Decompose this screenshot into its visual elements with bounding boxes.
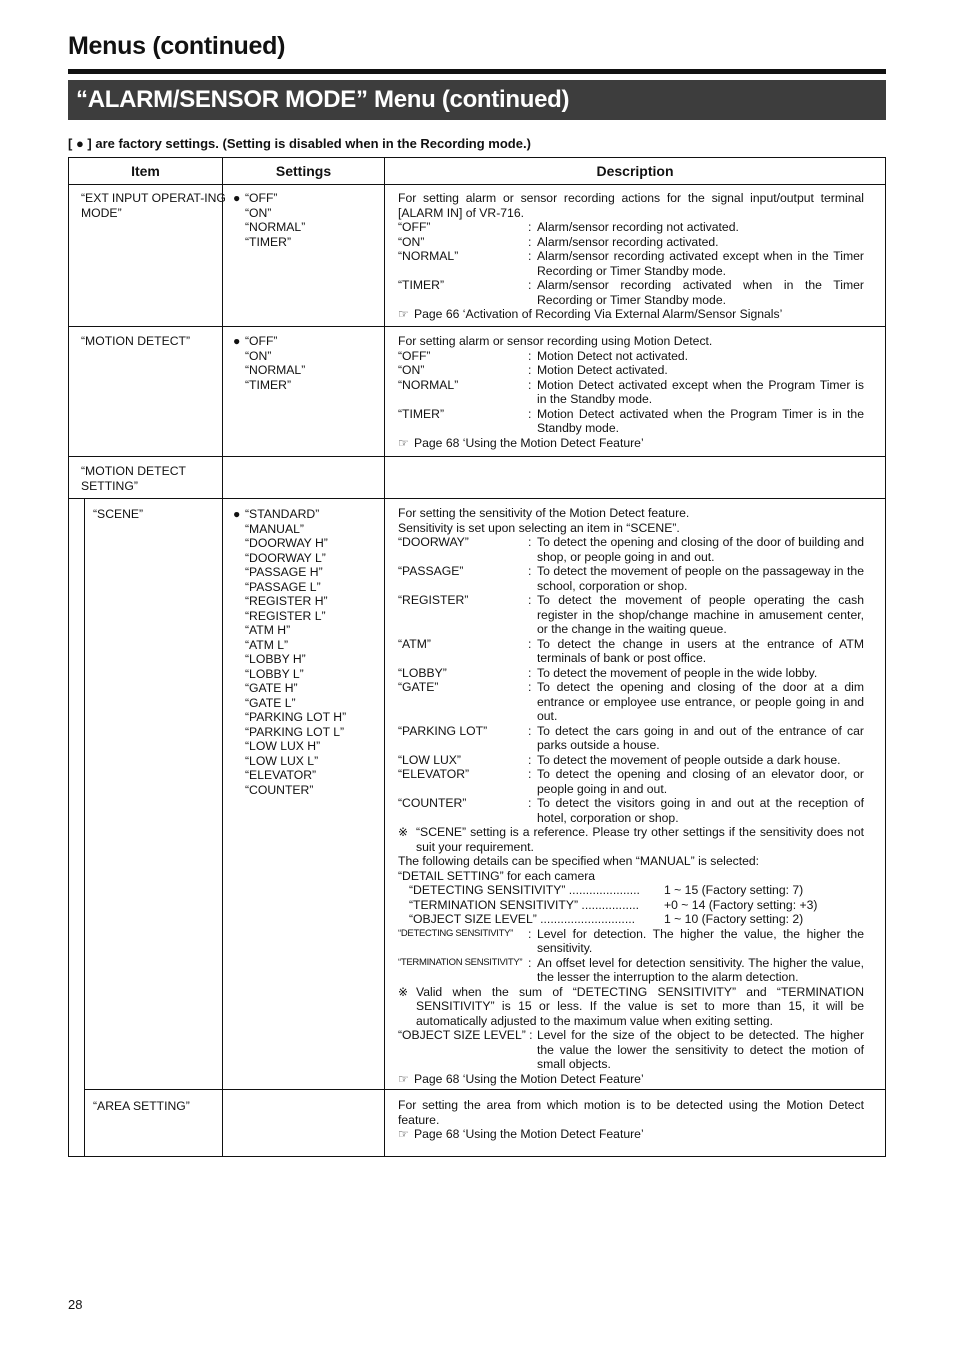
def-termination-sensitivity: [398, 956, 864, 985]
row-scene-description: [398, 506, 864, 1086]
description-intro: For setting the sensitivity of the Motion Detect feature.: [398, 506, 690, 520]
definition-row: [398, 363, 864, 378]
def-text: Motion Detect activated when the Program Timer is in the Standby mode.: [537, 406, 864, 435]
definition-row: [398, 220, 864, 235]
setting-option: “PARKING LOT H”: [245, 710, 347, 724]
def-text: Level for the size of the object to be detected. The higher the value the lower the sensitivity to detect the motion of small objects.: [537, 1028, 864, 1071]
def-term: “GATE”: [398, 680, 439, 694]
page-reference-text: Page 66 ‘Activation of Recording Via External Alarm/Sensor Signals’: [414, 307, 783, 321]
detail-object-size-level: [398, 912, 864, 927]
definition-row: [398, 753, 864, 768]
setting-option: “REGISTER H”: [245, 594, 328, 608]
manual-intro: The following details can be specified when “MANUAL” is selected:: [398, 854, 760, 868]
def-colon: :: [528, 955, 532, 970]
def-colon: :: [528, 680, 532, 694]
page-reference: [398, 1127, 864, 1142]
description-intro: For setting the area from which motion is to be detected using the Motion Detect feature.: [398, 1098, 864, 1127]
section-title: “ALARM/SENSOR MODE” Menu (continued): [76, 86, 570, 113]
def-colon: :: [528, 752, 532, 767]
definition-row: [398, 680, 864, 724]
definition-row: [398, 724, 864, 753]
def-text: To detect the cars going in and out of the entrance of car parks outside a house.: [537, 723, 864, 752]
note-text: “SCENE” setting is a reference. Please try other settings if the sensitivity does not suit your requirement.: [416, 825, 864, 854]
def-term: “OFF”: [398, 220, 431, 234]
definition-row: [398, 767, 864, 796]
page-reference-text: Page 68 ‘Using the Motion Detect Feature’: [414, 1071, 644, 1086]
header-settings: Settings: [275, 163, 332, 179]
page-reference: [398, 307, 864, 322]
page-reference: [398, 436, 864, 451]
row-motion-detect-setting-item: “MOTION DETECT SETTING”: [81, 464, 186, 493]
def-text: Level for detection. The higher the value, the higher the sensitivity.: [537, 926, 864, 955]
setting-option: “ATM H”: [245, 623, 291, 637]
factory-setting-bullet-icon: ●: [233, 334, 241, 348]
description-intro-2: Sensitivity is set upon selecting an item in “SCENE”.: [398, 520, 680, 535]
definition-row: [398, 666, 864, 681]
row-area-setting-description: [398, 1098, 864, 1142]
def-term: “DOORWAY”: [398, 535, 469, 549]
detail-detecting-sensitivity: [398, 883, 864, 898]
def-colon: :: [528, 278, 532, 292]
setting-option: “COUNTER”: [245, 782, 314, 797]
row-scene-settings: [233, 507, 383, 797]
page-number: 28: [68, 1297, 83, 1312]
setting-option: “NORMAL”: [245, 220, 306, 234]
setting-option: ● “STANDARD”: [233, 507, 320, 521]
setting-option: ● “OFF”: [233, 191, 278, 205]
def-colon: :: [528, 249, 532, 263]
def-term: “ON”: [398, 363, 425, 377]
setting-option: “TIMER”: [245, 377, 292, 392]
detail-label: “DETECTING SENSITIVITY” .....................: [409, 883, 640, 897]
note-mark-icon: ※: [398, 825, 409, 839]
def-term: “COUNTER”: [398, 796, 467, 810]
def-text: To detect the opening and closing of the door at a dim entrance or employee use entrance, or people going in and out.: [537, 680, 864, 723]
row-divider-2: [69, 456, 885, 457]
def-text: To detect the opening and closing of the door of building and shop, or people going in and out.: [537, 535, 864, 564]
def-term: “OBJECT SIZE LEVEL” :: [398, 1028, 533, 1042]
definition-list: [398, 220, 864, 307]
row-divider-4: [84, 1089, 885, 1090]
setting-option: “MANUAL”: [245, 521, 304, 536]
col-divider-item: [222, 158, 223, 1157]
settings-table: [68, 157, 886, 1157]
def-text: To detect the opening and closing of an elevator door, or people going in and out.: [537, 767, 864, 796]
detail-label: “TERMINATION SENSITIVITY” .................: [409, 897, 639, 912]
detail-setting-label: “DETAIL SETTING” for each camera: [398, 868, 596, 883]
def-colon: :: [528, 348, 532, 363]
setting-option: “LOW LUX H”: [245, 739, 321, 753]
def-term: “ON”: [398, 234, 425, 249]
setting-option: “ELEVATOR”: [245, 768, 317, 782]
def-text: Motion Detect activated except when the Program Timer is in the Standby mode.: [537, 377, 864, 406]
def-term: “NORMAL”: [398, 377, 459, 392]
definition-row: [398, 535, 864, 564]
detail-label: “OBJECT SIZE LEVEL” ............................: [409, 912, 635, 926]
setting-option: ● “OFF”: [233, 334, 278, 348]
scene-definition-list: [398, 535, 864, 825]
def-term: “TIMER”: [398, 406, 445, 421]
def-term: “PARKING LOT”: [398, 723, 488, 738]
definition-row: [398, 796, 864, 825]
pointing-hand-icon: ☞: [398, 1127, 409, 1141]
def-colon: :: [528, 665, 532, 680]
definition-list: [398, 349, 864, 436]
setting-option: “ON”: [245, 348, 272, 363]
def-text: Alarm/sensor recording not activated.: [537, 220, 739, 234]
setting-option: “GATE H”: [245, 681, 298, 695]
sensitivity-sum-note: [398, 985, 864, 1029]
setting-option: “LOBBY L”: [245, 666, 304, 681]
def-text: Alarm/sensor recording activated when in the Timer Recording or Timer Standby mode.: [537, 278, 864, 307]
definition-row: [398, 349, 864, 364]
description-intro: For setting alarm or sensor recording actions for the signal input/output terminal [ALARM IN] of VR-716.: [398, 191, 864, 220]
def-colon: :: [528, 377, 532, 392]
definition-row: [398, 278, 864, 307]
def-term: “NORMAL”: [398, 249, 459, 263]
pointing-hand-icon: ☞: [398, 1071, 409, 1086]
def-colon: :: [528, 535, 532, 549]
row-scene-item: “SCENE”: [93, 507, 144, 521]
def-colon: :: [528, 406, 532, 421]
definition-row: [398, 378, 864, 407]
factory-settings-note: [ ● ] are factory settings. (Setting is disabled when in the Recording mode.): [68, 136, 531, 151]
def-text: Alarm/sensor recording activated except when in the Timer Recording or Timer Standby mode.: [537, 249, 864, 278]
setting-option: “ATM L”: [245, 637, 289, 652]
def-colon: :: [528, 593, 532, 607]
factory-setting-bullet-icon: ●: [233, 507, 241, 521]
setting-option: “DOORWAY H”: [245, 536, 328, 550]
definition-row: [398, 637, 864, 666]
def-colon: :: [528, 363, 532, 377]
row-divider-3: [69, 498, 885, 499]
def-term: “DETECTING SENSITIVITY”: [398, 927, 514, 939]
detail-range: 1 ~ 10 (Factory setting: 2): [664, 912, 804, 926]
def-term: “LOW LUX”: [398, 752, 461, 767]
factory-setting-bullet-icon: ●: [233, 191, 241, 205]
setting-option: “PARKING LOT L”: [245, 724, 345, 739]
def-text: To detect the movement of people on the passageway in the school, corporation or shop.: [537, 564, 864, 593]
scene-reference-note: [398, 825, 864, 854]
def-colon: :: [528, 767, 532, 781]
title-rule: [68, 69, 886, 74]
row-divider-1: [69, 326, 885, 327]
def-text: To detect the change in users at the entrance of ATM terminals of bank or post office.: [537, 636, 864, 665]
page-reference-text: Page 68 ‘Using the Motion Detect Feature’: [414, 435, 644, 450]
def-detecting-sensitivity: [398, 927, 864, 956]
def-text: To detect the movement of people operating the cash register in the shop/change machine in amusement center, or the change in the waiting queue.: [537, 593, 864, 636]
row-ext-input-settings: [233, 191, 383, 249]
note-text: Valid when the sum of “DETECTING SENSITIVITY” and “TERMINATION SENSITIVITY” is 15 or less. If the value is set to more than 15, it will be automatically adjusted to the maximum value when exiting setting.: [416, 984, 864, 1028]
setting-option: “PASSAGE H”: [245, 565, 323, 579]
def-colon: :: [528, 636, 532, 651]
col-divider-subitem: [84, 498, 85, 1157]
definition-row: [398, 249, 864, 278]
detail-termination-sensitivity: [398, 898, 864, 913]
row-motion-detect-settings: [233, 334, 383, 392]
section-bar: [68, 80, 886, 120]
definition-row: [398, 235, 864, 250]
definition-row: [398, 407, 864, 436]
description-intro: For setting alarm or sensor recording using Motion Detect.: [398, 334, 713, 348]
def-colon: :: [528, 926, 532, 941]
def-colon: :: [528, 564, 532, 578]
pointing-hand-icon: ☞: [398, 307, 409, 321]
def-term: “TIMER”: [398, 278, 445, 292]
page-reference: [398, 1072, 864, 1087]
def-text: To detect the movement of people in the wide lobby.: [537, 665, 818, 680]
def-text: To detect the visitors going in and out at the reception of hotel, corporation or shop.: [537, 796, 864, 825]
setting-option: “GATE L”: [245, 695, 296, 710]
def-object-size-level: [398, 1028, 864, 1072]
col-divider-settings: [384, 158, 385, 1157]
def-colon: :: [528, 220, 532, 234]
def-text: Alarm/sensor recording activated.: [537, 234, 719, 249]
setting-option: “NORMAL”: [245, 363, 306, 377]
header-description: Description: [596, 163, 674, 179]
def-term: “REGISTER”: [398, 593, 469, 607]
detail-range: 1 ~ 15 (Factory setting: 7): [664, 883, 804, 897]
row-motion-detect-item: “MOTION DETECT”: [81, 334, 190, 348]
setting-option: “DOORWAY L”: [245, 550, 326, 565]
page-reference-text: Page 68 ‘Using the Motion Detect Feature’: [414, 1127, 644, 1141]
def-term: “TERMINATION SENSITIVITY”: [398, 956, 523, 968]
def-term: “PASSAGE”: [398, 564, 464, 578]
row-ext-input-description: [398, 191, 864, 322]
def-text: Motion Detect activated.: [537, 363, 668, 377]
header-divider: [69, 184, 885, 185]
def-text: Motion Detect not activated.: [537, 348, 689, 363]
def-text: An offset level for detection sensitivity. The higher the value, the lesser the interruption to the alarm detection.: [537, 955, 864, 984]
row-area-setting-item: “AREA SETTING”: [93, 1099, 190, 1113]
setting-option: “REGISTER L”: [245, 608, 326, 623]
setting-option: “LOW LUX L”: [245, 753, 319, 768]
def-term: “ATM”: [398, 636, 431, 651]
def-term: “LOBBY”: [398, 665, 447, 680]
page-title: Menus (continued): [68, 32, 286, 60]
setting-option: “ON”: [245, 205, 272, 220]
setting-option: “LOBBY H”: [245, 652, 306, 666]
header-item: Item: [131, 163, 160, 179]
def-colon: :: [528, 796, 532, 810]
def-text: To detect the movement of people outside a dark house.: [537, 752, 841, 767]
def-colon: :: [528, 234, 532, 249]
setting-option: “PASSAGE L”: [245, 579, 321, 594]
note-mark-icon: ※: [398, 984, 409, 999]
setting-option: “TIMER”: [245, 234, 292, 249]
row-ext-input-item: “EXT INPUT OPERAT-ING MODE”: [81, 191, 226, 220]
row-motion-detect-description: [398, 334, 864, 450]
def-colon: :: [528, 723, 532, 738]
definition-row: [398, 564, 864, 593]
pointing-hand-icon: ☞: [398, 435, 409, 450]
detail-range: +0 ~ 14 (Factory setting: +3): [664, 897, 818, 912]
def-term: “OFF”: [398, 348, 431, 363]
def-term: “ELEVATOR”: [398, 767, 470, 781]
definition-row: [398, 593, 864, 637]
